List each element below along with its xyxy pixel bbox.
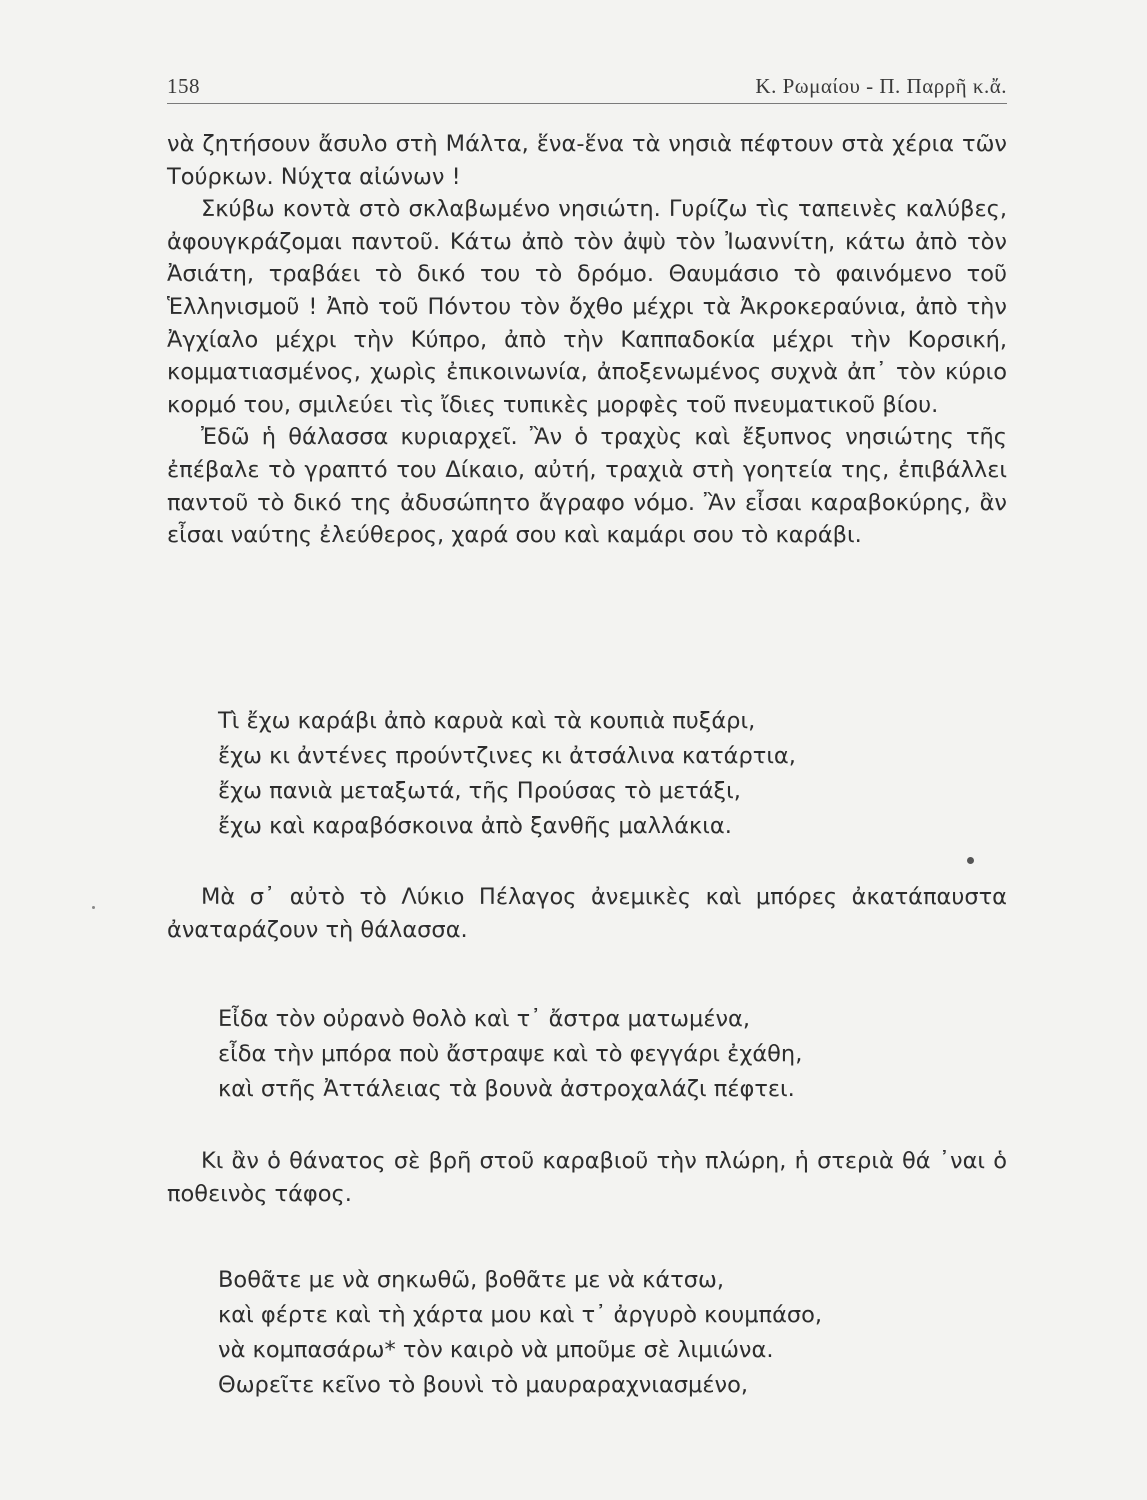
body-text-block-3 bbox=[167, 1145, 1007, 1210]
verse-block-1 bbox=[218, 704, 998, 844]
verse-line: ἔχω κι ἀντένες προύντζινες κι ἀτσάλινα κατάρτια, bbox=[218, 743, 796, 769]
verse-line: καὶ φέρτε καὶ τὴ χάρτα μου καὶ τ᾿ ἀργυρὸ κουμπάσο, bbox=[218, 1302, 823, 1328]
verse-line: Εἶδα τὸν οὐρανὸ θολὸ καὶ τ᾿ ἄστρα ματωμένα, bbox=[218, 1006, 751, 1032]
ink-speck bbox=[967, 857, 974, 864]
paragraph: Σκύβω κοντὰ στὸ σκλαβωμένο νησιώτη. Γυρίζω τὶς ταπεινὲς καλύβες, ἀφουγκράζομαι παντοῦ. Κάτω ἀπὸ τὸν ἀψὺ τὸν Ἰωαννίτη, κάτω ἀπὸ τὸν Ἀσιάτη, τραβάει τὸ δικό του τὸ δρόμο. Θαυμάσιο τὸ φαινόμενο τοῦ Ἑλληνισμοῦ ! Ἀπὸ τοῦ Πόντου τὸν ὄχθο μέχρι τὰ Ἀκροκεραύνια, ἀπὸ τὴν Ἀγχίαλο μέχρι τὴν Κύπρο, ἀπὸ τὴν Καππαδοκία μέχρι τὴν Κορσική, κομματιασμένος, χωρὶς ἐπικοινωνία, ἀποξενωμένος συχνὰ ἀπ᾿ τὸν κύριο κορμό του, σμιλεύει τὶς ἴδιες τυπικὲς μορφὲς τοῦ πνευματικοῦ βίου. bbox=[167, 196, 1007, 418]
header-rule bbox=[167, 103, 1007, 104]
verse-line: εἶδα τὴν μπόρα ποὺ ἄστραψε καὶ τὸ φεγγάρι ἐχάθη, bbox=[218, 1041, 803, 1067]
body-text-block-1 bbox=[167, 128, 1007, 552]
paragraph: Ἐδῶ ἡ θάλασσα κυριαρχεῖ. Ἂν ὁ τραχὺς καὶ ἔξυπνος νησιώτης τῆς ἐπέβαλε τὸ γραπτό του Δίκαιο, αὐτή, τραχιὰ στὴ γοητεία της, ἐπιβάλλει παντοῦ τὸ δικό της ἀδυσώπητο ἄγραφο νόμο. Ἂν εἶσαι καραβοκύρης, ἂν εἶσαι ναύτης ἐλεύθερος, χαρά σου καὶ καμάρι σου τὸ καράβι. bbox=[167, 424, 1007, 549]
ink-speck bbox=[92, 906, 95, 909]
verse-line: Τὶ ἔχω καράβι ἀπὸ καρυὰ καὶ τὰ κουπιὰ πυξάρι, bbox=[218, 708, 756, 734]
verse-line: νὰ κομπασάρω* τὸν καιρὸ νὰ μποῦμε σὲ λιμιώνα. bbox=[218, 1337, 774, 1363]
verse-line: Βοθᾶτε με νὰ σηκωθῶ, βοθᾶτε με νὰ κάτσω, bbox=[218, 1267, 725, 1293]
body-text-block-2 bbox=[167, 881, 1007, 946]
paragraph: νὰ ζητήσουν ἄσυλο στὴ Μάλτα, ἕνα-ἕνα τὰ νησιὰ πέφτουν στὰ χέρια τῶν Τούρκων. Νύχτα αἰώνων ! bbox=[167, 131, 1007, 190]
verse-line: ἔχω πανιὰ μεταξωτά, τῆς Προύσας τὸ μετάξι, bbox=[218, 778, 741, 804]
running-head: Κ. Ρωμαίου - Π. Παρρῆ κ.ἄ. bbox=[755, 74, 1007, 98]
paragraph: Μὰ σ᾿ αὐτὸ τὸ Λύκιο Πέλαγος ἀνεμικὲς καὶ μπόρες ἀκατάπαυστα ἀναταράζουν τὴ θάλασσα. bbox=[167, 884, 1007, 943]
paragraph: Κι ἂν ὁ θάνατος σὲ βρῆ στοῦ καραβιοῦ τὴν πλώρη, ἡ στεριὰ θά ᾿ναι ὁ ποθεινὸς τάφος. bbox=[167, 1148, 1007, 1207]
page-number: 158 bbox=[167, 74, 200, 98]
verse-block-3 bbox=[218, 1263, 998, 1403]
verse-line: καὶ στῆς Ἀττάλειας τὰ βουνὰ ἀστροχαλάζι πέφτει. bbox=[218, 1076, 795, 1102]
verse-line: Θωρεῖτε κεῖνο τὸ βουνὶ τὸ μαυραραχνιασμένο, bbox=[218, 1372, 749, 1398]
verse-block-2 bbox=[218, 1002, 998, 1107]
page-header bbox=[167, 66, 1007, 106]
verse-line: ἔχω καὶ καραβόσκοινα ἀπὸ ξανθῆς μαλλάκια. bbox=[218, 813, 732, 839]
